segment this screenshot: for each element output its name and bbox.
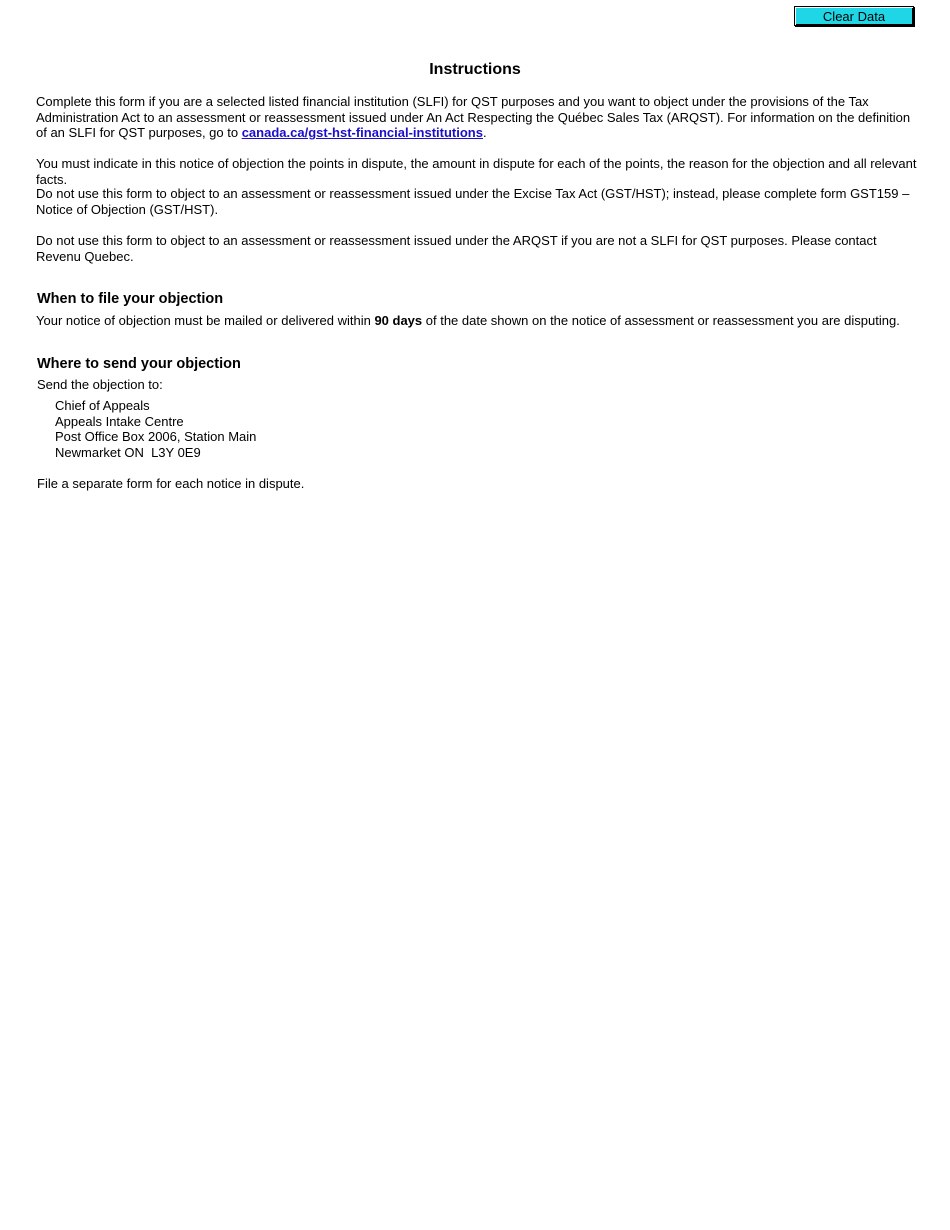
when-heading: When to file your objection: [37, 291, 224, 307]
when-paragraph: [36, 313, 920, 329]
mailing-address: [55, 398, 256, 460]
financial-institutions-link[interactable]: canada.ca/gst-hst-financial-institutions: [241, 125, 483, 140]
points-paragraph: You must indicate in this notice of objection the points in dispute, the amount in dispute for each of the points, the reason for the objection and all relevant facts.: [36, 156, 917, 187]
page-title: Instructions: [429, 61, 521, 78]
address-line: Appeals Intake Centre: [55, 413, 184, 429]
intro-end: .: [482, 125, 487, 140]
clear-data-button[interactable]: Clear Data: [794, 6, 914, 26]
address-line: Chief of Appeals: [55, 398, 150, 413]
address-line: Post Office Box 2006, Station Main: [55, 429, 257, 444]
when-text: Your notice of objection must be mailed or delivered within: [36, 313, 375, 328]
intro-text: Complete this form if you are a selected listed financial institution (SLFI) for QST purposes and you want to object under the provisions of the Tax Administration Act to an assessment or reassessment issued under An Act Respecting the Québec Sales Tax (ARQST). For information on the definition of an SLFI for QST purposes, go to: [36, 94, 911, 140]
intro-paragraph: [36, 94, 920, 141]
address-line: Newmarket ON L3Y 0E9: [55, 444, 201, 460]
send-to-label: Send the objection to:: [37, 377, 163, 392]
arqst-paragraph: Do not use this form to object to an assessment or reassessment issued under the ARQST if you are not a SLFI for QST purposes. Please contact Revenu Quebec.: [36, 233, 877, 264]
when-text-end: of the date shown on the notice of assessment or reassessment you are disputing.: [422, 313, 900, 328]
separate-form-note: File a separate form for each notice in dispute.: [37, 476, 305, 491]
excise-paragraph: Do not use this form to object to an assessment or reassessment issued under the Excise Tax Act (GST/HST); instead, please complete form GST159 – Notice of Objection (GST/HST).: [36, 186, 910, 217]
where-heading: Where to send your objection: [37, 356, 241, 372]
deadline-days: 90 days: [374, 313, 423, 328]
